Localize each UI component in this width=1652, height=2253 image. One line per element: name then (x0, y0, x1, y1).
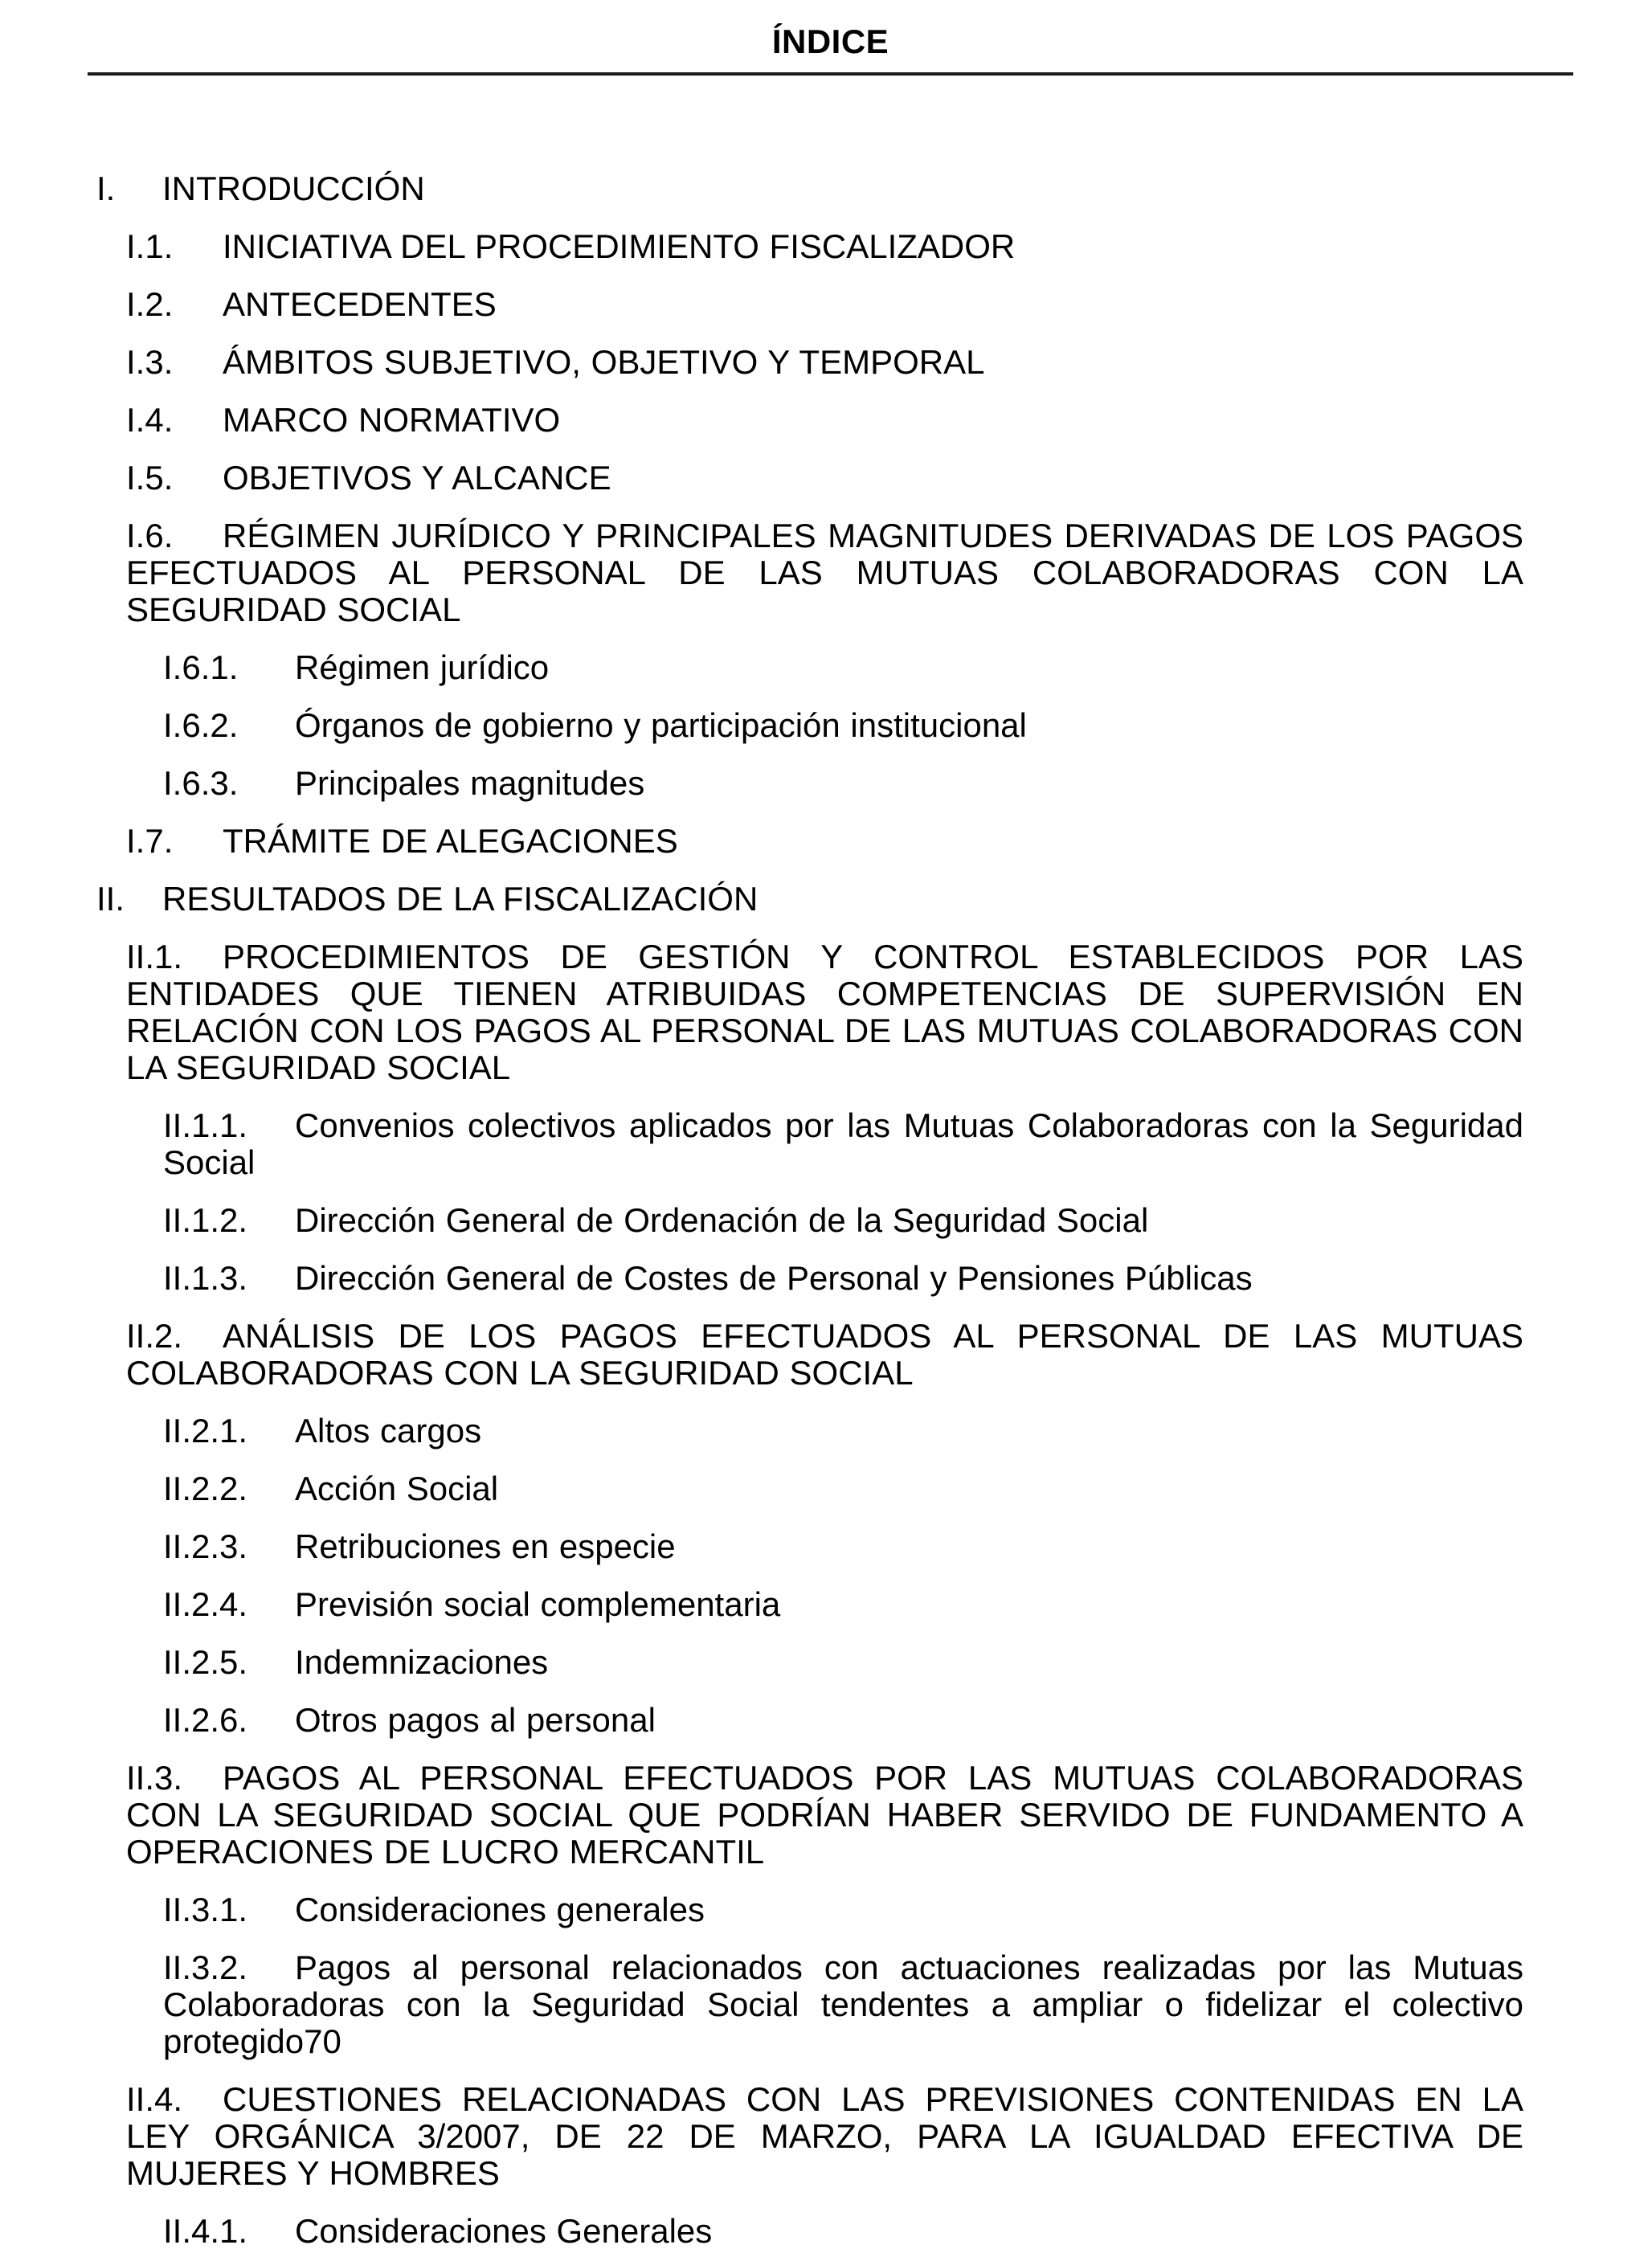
toc-entry-label: INTRODUCCIÓN (162, 170, 425, 207)
toc-entry-ii-2-1 (88, 1413, 1523, 1450)
toc-entry-label: Altos cargos (295, 1412, 482, 1450)
toc-entry-label: ANTECEDENTES (223, 285, 497, 323)
toc-entry-number: I.1. (126, 227, 174, 265)
toc-entry-i-6-1 (88, 649, 1523, 686)
toc-entry-label: PAGOS AL PERSONAL EFECTUADOS POR LAS MUTUAS COLABORADORAS CON LA SEGURIDAD SOCIAL QUE PODRÍAN HABER SERVIDO DE FUNDAMENTO A OPERACIONES DE LUCRO MERCANTIL (126, 1759, 1523, 1871)
toc-entry-label: Dirección General de Costes de Personal y Pensiones Públicas (295, 1259, 1253, 1297)
toc-entry-label: Principales magnitudes (295, 764, 645, 802)
toc-entry-label: PROCEDIMIENTOS DE GESTIÓN Y CONTROL ESTABLECIDOS POR LAS ENTIDADES QUE TIENEN ATRIBUIDAS COMPETENCIAS DE SUPERVISIÓN EN RELACIÓN CON LOS PAGOS AL PERSONAL DE LAS MUTUAS COLABORADORAS CON LA SEGURIDAD SOCIAL (126, 938, 1523, 1086)
toc-entry-number: I.7. (126, 822, 174, 860)
toc-entry-ii-3-1 (88, 1891, 1523, 1928)
toc-entry-ii-2-2 (88, 1470, 1523, 1507)
toc-entry-number: II.1.1. (163, 1106, 248, 1144)
toc-entry-i (88, 170, 1523, 207)
toc-entry-label: RESULTADOS DE LA FISCALIZACIÓN (162, 880, 759, 918)
toc-entry-number: I.6.1. (163, 648, 239, 686)
toc-entry-number: II.1. (126, 938, 183, 975)
toc-entry-label: Pagos al personal relacionados con actuaciones realizadas por las Mutuas Colaboradoras con la Seguridad Social tendentes a ampliar o fidelizar el colectivo protegido70 (163, 1948, 1523, 2060)
toc-entry-ii-1-1 (88, 1107, 1523, 1181)
toc-entry-i-5 (88, 460, 1523, 497)
toc-entry-number: I.6.3. (163, 764, 239, 802)
toc-entry-i-3 (88, 344, 1523, 381)
toc-entry-i-6-3 (88, 765, 1523, 802)
toc-entry-label: Convenios colectivos aplicados por las Mutuas Colaboradoras con la Seguridad Social (163, 1106, 1523, 1181)
toc-entry-ii-2-3 (88, 1528, 1523, 1565)
toc-entry-label: Dirección General de Ordenación de la Seguridad Social (295, 1201, 1149, 1239)
toc-entry-number: II.2.3. (163, 1527, 248, 1565)
toc-entry-label: CUESTIONES RELACIONADAS CON LAS PREVISIONES CONTENIDAS EN LA LEY ORGÁNICA 3/2007, DE 22 DE MARZO, PARA LA IGUALDAD EFECTIVA DE MUJERES Y HOMBRES (126, 2080, 1523, 2192)
toc-entry-ii-1-2 (88, 1202, 1523, 1239)
toc-entry-ii-3 (88, 1760, 1523, 1871)
toc-entry-i-2 (88, 286, 1523, 323)
toc-entry-i-4 (88, 402, 1523, 439)
toc-entry-i-6-2 (88, 707, 1523, 744)
toc-entry-number: I.6.2. (163, 706, 239, 744)
toc-entry-i-7 (88, 823, 1523, 860)
toc-entry-label: ANÁLISIS DE LOS PAGOS EFECTUADOS AL PERSONAL DE LAS MUTUAS COLABORADORAS CON LA SEGURIDAD SOCIAL (126, 1317, 1523, 1392)
toc-entry-label: RÉGIMEN JURÍDICO Y PRINCIPALES MAGNITUDES DERIVADAS DE LOS PAGOS EFECTUADOS AL PERSONAL DE LAS MUTUAS COLABORADORAS CON LA SEGURIDAD SOCIAL (126, 517, 1523, 628)
toc-entry-ii-4-1 (88, 2213, 1523, 2250)
toc-entry-label: Consideraciones Generales (295, 2212, 713, 2250)
toc-entry-label: ÁMBITOS SUBJETIVO, OBJETIVO Y TEMPORAL (223, 343, 985, 381)
toc-entry-number: II.4.1. (163, 2212, 248, 2250)
toc-entry-number: II.3. (126, 1759, 183, 1797)
toc-entry-label: TRÁMITE DE ALEGACIONES (223, 822, 678, 860)
toc-entry-i-6 (88, 517, 1523, 628)
table-of-contents (88, 170, 1573, 2250)
toc-entry-ii-2-5 (88, 1644, 1523, 1681)
toc-entry-label: Órganos de gobierno y participación institucional (295, 706, 1027, 744)
toc-entry-label: Consideraciones generales (295, 1891, 705, 1928)
toc-entry-label: Retribuciones en especie (295, 1527, 676, 1565)
toc-entry-label: OBJETIVOS Y ALCANCE (223, 459, 611, 497)
toc-entry-number: I.2. (126, 285, 174, 323)
toc-entry-i-1 (88, 228, 1523, 265)
toc-entry-number: I.4. (126, 401, 174, 439)
title-rule-divider (88, 72, 1573, 76)
toc-entry-number: II.3.1. (163, 1891, 248, 1928)
toc-entry-ii-4 (88, 2081, 1523, 2192)
toc-entry-label: Acción Social (295, 1470, 499, 1507)
toc-entry-number: II.3.2. (163, 1948, 248, 1986)
toc-entry-ii-2-4 (88, 1586, 1523, 1623)
toc-entry-ii-2-6 (88, 1702, 1523, 1739)
toc-entry-number: I.6. (126, 517, 174, 554)
toc-entry-label: Previsión social complementaria (295, 1585, 781, 1623)
toc-entry-number: I.3. (126, 343, 174, 381)
toc-entry-number: II.2. (126, 1317, 183, 1355)
toc-entry-label: Régimen jurídico (295, 648, 550, 686)
toc-entry-number: II.4. (126, 2080, 183, 2118)
toc-entry-number: II.2.4. (163, 1585, 248, 1623)
toc-entry-number: I.5. (126, 459, 174, 497)
toc-entry-ii-3-2 (88, 1949, 1523, 2060)
page-title: ÍNDICE (771, 22, 889, 60)
toc-entry-label: INICIATIVA DEL PROCEDIMIENTO FISCALIZADOR (223, 227, 1016, 265)
toc-entry-label: Otros pagos al personal (295, 1701, 656, 1739)
toc-entry-label: MARCO NORMATIVO (223, 401, 561, 439)
toc-entry-number: I. (96, 170, 116, 207)
toc-entry-number: II.1.3. (163, 1259, 248, 1297)
toc-entry-number: II.2.5. (163, 1643, 248, 1681)
toc-entry-number: II.2.6. (163, 1701, 248, 1739)
toc-entry-label: Indemnizaciones (295, 1643, 549, 1681)
toc-entry-number: II.2.2. (163, 1470, 248, 1507)
toc-entry-ii-1-3 (88, 1260, 1523, 1297)
toc-entry-ii (88, 881, 1523, 918)
document-page (0, 22, 1652, 2253)
toc-entry-number: II.1.2. (163, 1201, 248, 1239)
toc-entry-ii-2 (88, 1318, 1523, 1392)
toc-entry-number: II.2.1. (163, 1412, 248, 1450)
toc-entry-ii-1 (88, 938, 1523, 1086)
toc-entry-number: II. (96, 880, 125, 918)
